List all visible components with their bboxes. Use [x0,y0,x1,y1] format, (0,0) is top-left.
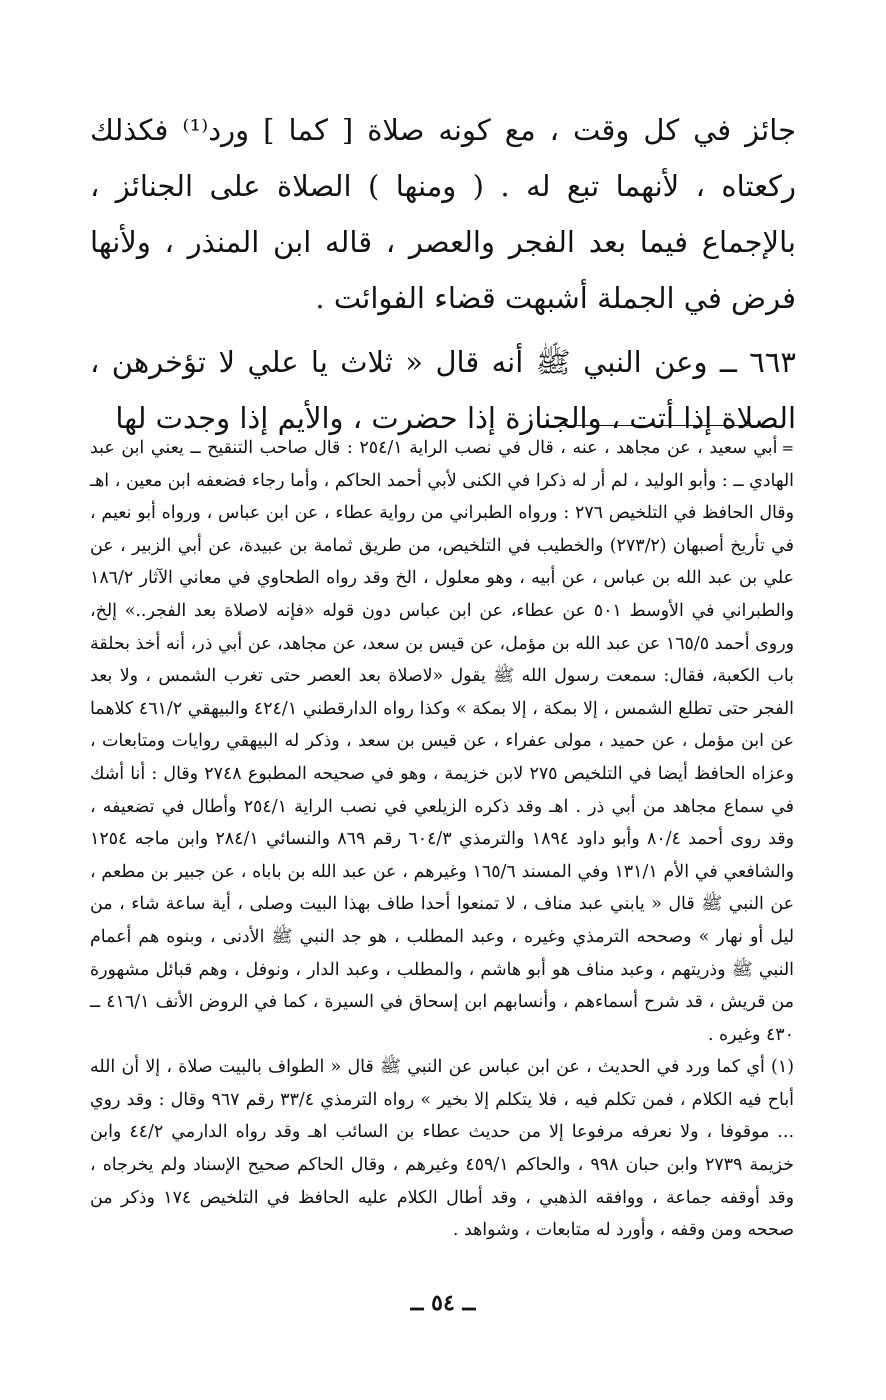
footnotes-block [90,432,794,1247]
footnote-continuation-text: أبي سعيد ، عن مجاهد ، عنه ، قال في نصب الراية ٢٥٤/١ : قال صاحب التنقيح ــ يعني ابن عبد الهادي ــ : وأبو الوليد ، لم أر له ذكرا في الكنى لأبي أحمد الحاكم ، وأما رجاء فضعفه ابن معين ، اهـ وقال الحافظ في التلخيص ٢٧٦ : ورواه الطبراني من رواية عطاء ، عن ابن عباس ، ورواه أبو نعيم ، في تأريخ أصبهان (٢٧٣/٢) والخطيب في التلخيص، من طريق ثمامة بن عبيدة، عن أبي الزبير ، عن علي بن عبد الله بن عباس ، عن أبيه ، وهو معلول ، الخ وقد رواه الطحاوي في معاني الآثار ١٨٦/٢ والطبراني في الأوسط ٥٠١ عن عطاء، عن ابن عباس دون قوله «فإنه لاصلاة بعد الفجر..» إلخ، وروى أحمد ١٦٥/٥ عن عبد الله بن مؤمل، عن قيس بن سعد، عن مجاهد، عن أبي ذر، أنه أخذ بحلقة باب الكعبة، فقال: سمعت رسول الله ﷺ يقول «لاصلاة بعد العصر حتى تغرب الشمس ، ولا بعد الفجر حتى تطلع الشمس ، إلا بمكة ، إلا بمكة » وكذا رواه الدارقطني ٤٢٤/١ والبيهقي ٤٦١/٢ كلاهما عن ابن مؤمل ، عن حميد ، مولى عفراء ، عن قيس بن سعد ، وذكر له البيهقي روايات ومتابعات ، وعزاه الحافظ أيضا في التلخيص ٢٧٥ لابن خزيمة ، وهو في صحيحه المطبوع ٢٧٤٨ وقال : أنا أشك في سماع مجاهد من أبي ذر . اهـ وقد ذكره الزيلعي في نصب الراية ٢٥٤/١ وأطال في تضعيفه ، وقد روى أحمد ٨٠/٤ وأبو داود ١٨٩٤ والترمذي ٦٠٤/٣ رقم ٨٦٩ والنسائي ٢٨٤/١ وابن ماجه ١٢٥٤ والشافعي في الأم ١٣١/١ وفي المسند ١٦٥/٦ وغيرهم ، عن عبد الله بن باباه ، عن جبير بن مطعم ، عن النبي ﷺ قال « يابني عبد مناف ، لا تمنعوا أحدا طاف بهذا البيت وصلى ، أية ساعة شاء ، من ليل أو نهار » وصححه الترمذي وغيره ، وعبد المطلب ، هو جد النبي ﷺ الأدنى ، وبنوه هم أعمام النبي ﷺ وذريتهم ، وعبد مناف هو أبو هاشم ، والمطلب ، وعبد الدار ، ونوفل ، وهم قبائل مشهورة من قريش ، قد شرح أسماءهم ، وأنسابهم ابن إسحاق في السيرة ، كما في الروض الأنف ٤١٦/١ ــ ٤٣٠ وغيره . [90,438,795,1045]
footnote-1: (١) أي كما ورد في الحديث ، عن ابن عباس عن النبي ﷺ قال « الطواف بالبيت صلاة ، إلا أن الله أباح فيه الكلام ، فمن تكلم فيه ، فلا يتكلم إلا بخير » رواه الترمذي ٣٣/٤ رقم ٩٦٧ وقال : وقد روي ... موقوفا ، ولا نعرفه مرفوعا إلا من حديث عطاء بن السائب اهـ وقد رواه الدارمي ٤٤/٢ وابن خزيمة ٢٧٣٩ وابن حبان ٩٩٨ ، والحاكم ٤٥٩/١ وغيرهم ، وقال الحاكم صحيح الإسناد ولم يخرجاه ، وقد أوقفه جماعة ، ووافقه الذهبي ، وقد أطال الكلام عليه الحافظ في التلخيص ١٧٤ وذكر من صححه ومن وقفه ، وأورد له متابعات ، وشواهد . [90,1057,795,1241]
footnote-continuation [90,432,794,1051]
main-text-block [90,102,796,446]
hadith-paragraph-663: ٦٦٣ ــ وعن النبي ﷺ أنه قال « ثلاث يا علي لا تؤخرهن ، الصلاة إذا أتت ، والجنازة إذا حضرت ، والأيم إذا وجدت لها [90,345,796,435]
continuation-marker: = [781,439,795,457]
main-paragraph: جائز في كل وقت ، مع كونه صلاة [ كما ] ورد⁽¹⁾ فكذلك ركعتاه ، لأنهما تبع له . ( ومنها ) الصلاة على الجنائز ، بالإجماع فيما بعد الفجر والعصر ، قاله ابن المنذر ، ولأنها فرض في الجملة أشبهت قضاء الفوائت . [90,113,796,315]
footnote-separator [542,425,774,426]
page-number: ــ ٥٤ ــ [410,1290,476,1316]
